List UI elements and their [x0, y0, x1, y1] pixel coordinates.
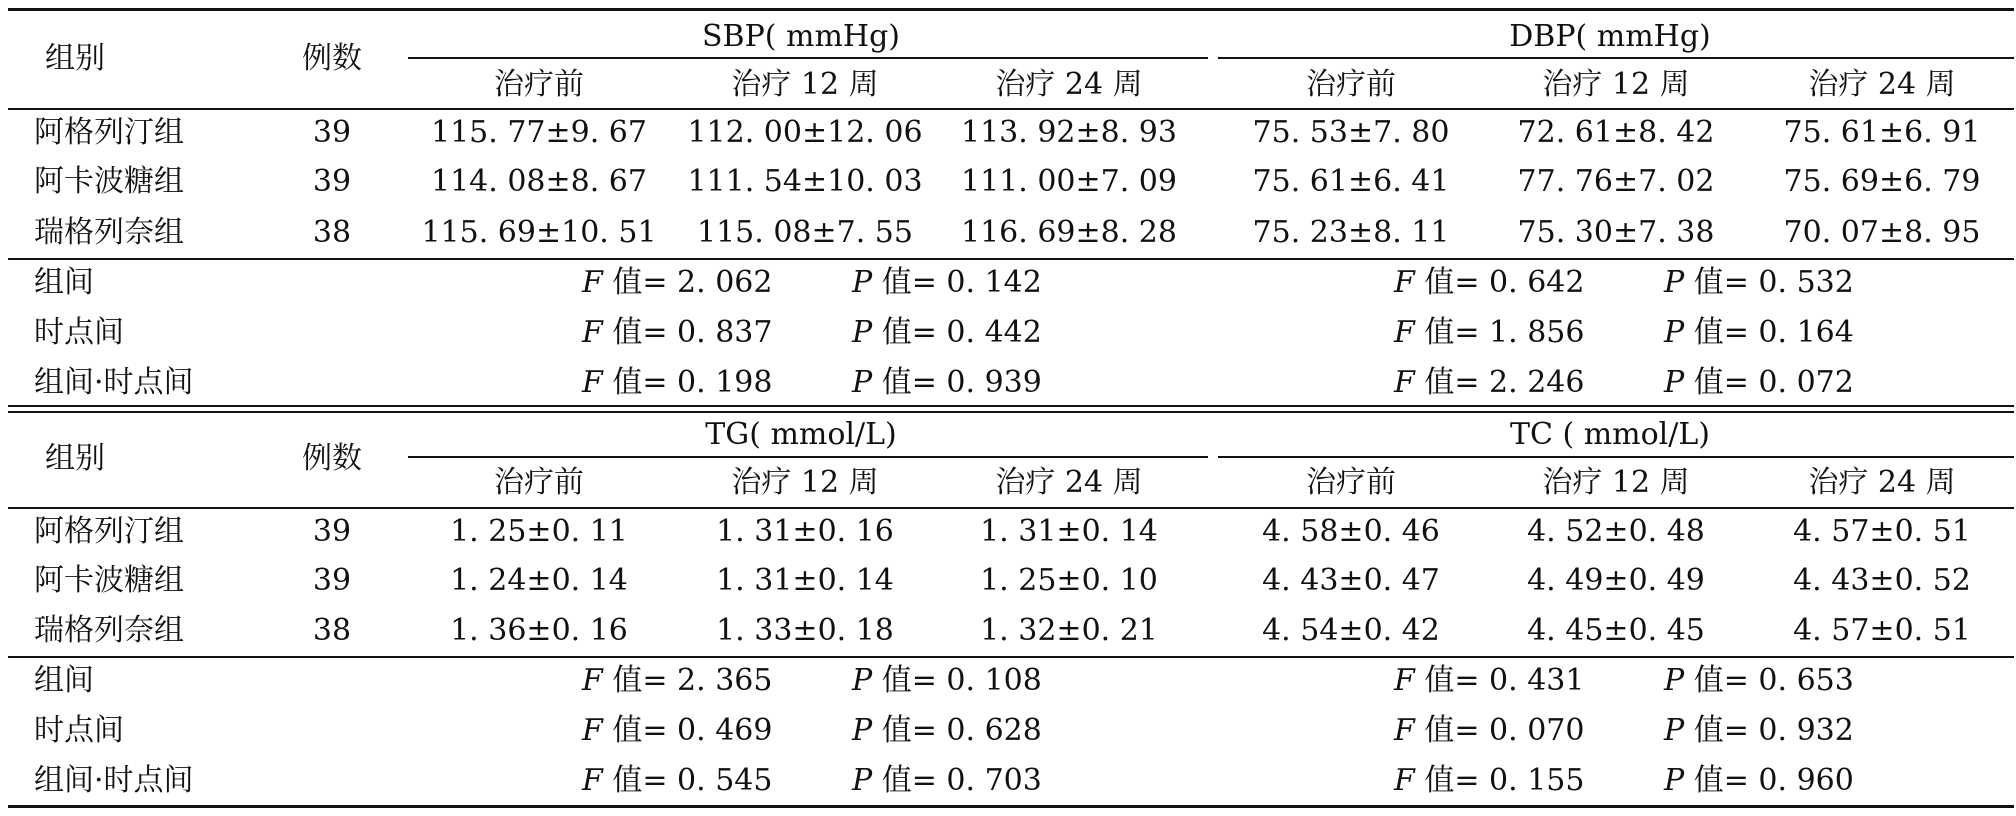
p-symbol: P	[1664, 763, 1685, 798]
value-word: 值	[612, 763, 643, 798]
f-symbol: F	[1394, 763, 1415, 798]
p-value: = 0. 703	[911, 763, 1042, 798]
dbp-span-rule	[1218, 57, 2014, 59]
timepoint-header: 治疗前	[1306, 465, 1396, 500]
cell: 111. 54±10. 03	[687, 164, 923, 199]
f-symbol: F	[582, 663, 603, 698]
f-stat	[582, 763, 773, 798]
p-value: = 0. 142	[911, 265, 1042, 300]
p-symbol: P	[852, 763, 873, 798]
f-stat	[1394, 265, 1585, 300]
p-value: = 0. 628	[911, 713, 1042, 748]
cell: 113. 92±8. 93	[961, 115, 1177, 150]
cell: 116. 69±8. 28	[961, 215, 1177, 250]
cell: 75. 30±7. 38	[1517, 215, 1715, 250]
value-word: 值	[612, 663, 643, 698]
cell: 4. 54±0. 42	[1262, 613, 1440, 648]
f-stat	[582, 663, 773, 698]
p-symbol: P	[1664, 315, 1685, 350]
timepoint-header: 治疗 24 周	[1808, 67, 1956, 102]
p-symbol: P	[1664, 713, 1685, 748]
value-word: 值	[881, 315, 912, 350]
cell: 4. 58±0. 46	[1262, 514, 1440, 549]
f-symbol: F	[1394, 663, 1415, 698]
timepoint-header: 治疗 12 周	[1542, 67, 1690, 102]
cell: 4. 52±0. 48	[1527, 514, 1705, 549]
group-name: 阿格列汀组	[34, 115, 184, 150]
value-word: 值	[1424, 265, 1455, 300]
group-name: 瑞格列奈组	[34, 215, 184, 250]
cell: 4. 43±0. 52	[1793, 563, 1971, 598]
p-stat	[852, 713, 1042, 748]
f-value: = 0. 155	[1454, 763, 1585, 798]
timepoint-header: 治疗前	[494, 465, 584, 500]
cell: 114. 08±8. 67	[431, 164, 647, 199]
sbp-span-rule	[408, 57, 1208, 59]
p-stat	[852, 315, 1042, 350]
cell: 115. 08±7. 55	[697, 215, 913, 250]
bottom-rule	[8, 805, 2014, 808]
f-symbol: F	[582, 713, 603, 748]
cell: 75. 61±6. 91	[1783, 115, 1981, 150]
value-word: 值	[1424, 663, 1455, 698]
p-symbol: P	[852, 265, 873, 300]
f-symbol: F	[582, 365, 603, 400]
p-stat	[852, 365, 1042, 400]
group-name: 阿格列汀组	[34, 514, 184, 549]
tc-header: TC ( mmol/L)	[1509, 417, 1711, 452]
timepoint-header: 治疗 24 周	[995, 465, 1143, 500]
cell: 1. 31±0. 16	[716, 514, 894, 549]
f-stat	[582, 365, 773, 400]
body-rule	[8, 258, 2014, 260]
n-value: 38	[312, 215, 352, 250]
p-symbol: P	[852, 365, 873, 400]
value-word: 值	[1693, 663, 1724, 698]
cell: 115. 77±9. 67	[431, 115, 647, 150]
timepoint-header: 治疗 12 周	[731, 67, 879, 102]
cell: 75. 53±7. 80	[1252, 115, 1450, 150]
p-symbol: P	[852, 713, 873, 748]
f-stat	[1394, 663, 1585, 698]
tg-span-rule	[408, 456, 1208, 458]
cell: 1. 32±0. 21	[980, 613, 1158, 648]
p-symbol: P	[1664, 365, 1685, 400]
value-word: 值	[1424, 365, 1455, 400]
p-value: = 0. 939	[911, 365, 1042, 400]
cell: 4. 43±0. 47	[1262, 563, 1440, 598]
sbp-header: SBP( mmHg)	[702, 19, 900, 54]
stat-label: 组间·时点间	[34, 365, 194, 400]
timepoint-header: 治疗 12 周	[1542, 465, 1690, 500]
f-stat	[582, 265, 773, 300]
f-value: = 0. 469	[642, 713, 773, 748]
f-value: = 2. 365	[642, 663, 773, 698]
cell: 75. 69±6. 79	[1783, 164, 1981, 199]
f-stat	[582, 315, 773, 350]
body-rule	[8, 656, 2014, 658]
p-value: = 0. 532	[1723, 265, 1854, 300]
value-word: 值	[612, 713, 643, 748]
value-word: 值	[1424, 763, 1455, 798]
p-symbol: P	[852, 315, 873, 350]
f-value: = 1. 856	[1454, 315, 1585, 350]
cell: 1. 31±0. 14	[980, 514, 1158, 549]
f-value: = 0. 837	[642, 315, 773, 350]
cell: 111. 00±7. 09	[961, 164, 1177, 199]
cell: 1. 33±0. 18	[716, 613, 894, 648]
timepoint-header: 治疗 12 周	[731, 465, 879, 500]
f-stat	[1394, 763, 1585, 798]
timepoint-header: 治疗前	[1306, 67, 1396, 102]
cell: 1. 25±0. 11	[450, 514, 628, 549]
header-rule	[8, 507, 2014, 509]
p-value: = 0. 164	[1723, 315, 1854, 350]
group-name: 阿卡波糖组	[34, 164, 184, 199]
f-value: = 0. 431	[1454, 663, 1585, 698]
f-symbol: F	[582, 265, 603, 300]
f-symbol: F	[1394, 265, 1415, 300]
cell: 70. 07±8. 95	[1783, 215, 1981, 250]
cell: 75. 61±6. 41	[1252, 164, 1450, 199]
f-value: = 2. 246	[1454, 365, 1585, 400]
f-value: = 2. 062	[642, 265, 773, 300]
p-symbol: P	[1664, 265, 1685, 300]
p-stat	[1664, 663, 1854, 698]
timepoint-header: 治疗前	[494, 67, 584, 102]
f-value: = 0. 198	[642, 365, 773, 400]
p-value: = 0. 108	[911, 663, 1042, 698]
value-word: 值	[881, 663, 912, 698]
cell: 4. 57±0. 51	[1793, 613, 1971, 648]
p-symbol: P	[852, 663, 873, 698]
value-word: 值	[1693, 713, 1724, 748]
value-word: 值	[612, 265, 643, 300]
group-name: 阿卡波糖组	[34, 563, 184, 598]
f-symbol: F	[1394, 713, 1415, 748]
p-stat	[852, 763, 1042, 798]
group-header: 组别	[45, 41, 105, 76]
p-value: = 0. 072	[1723, 365, 1854, 400]
panel-divider-rule	[8, 405, 2014, 407]
cell: 112. 00±12. 06	[687, 115, 923, 150]
n-value: 39	[312, 115, 352, 150]
f-stat	[582, 713, 773, 748]
value-word: 值	[1693, 315, 1724, 350]
f-stat	[1394, 365, 1585, 400]
tg-header: TG( mmol/L)	[705, 417, 897, 452]
stat-label: 时点间	[34, 315, 124, 350]
value-word: 值	[881, 763, 912, 798]
cell: 4. 49±0. 49	[1527, 563, 1705, 598]
f-symbol: F	[582, 763, 603, 798]
cell: 1. 36±0. 16	[450, 613, 628, 648]
dbp-header: DBP( mmHg)	[1509, 19, 1711, 54]
n-value: 39	[312, 164, 352, 199]
value-word: 值	[1424, 713, 1455, 748]
value-word: 值	[881, 365, 912, 400]
p-stat	[1664, 365, 1854, 400]
p-value: = 0. 442	[911, 315, 1042, 350]
panel-divider-rule	[8, 411, 2014, 413]
n-value: 39	[312, 514, 352, 549]
p-value: = 0. 932	[1723, 713, 1854, 748]
stat-label: 组间	[34, 265, 94, 300]
cell: 1. 24±0. 14	[450, 563, 628, 598]
value-word: 值	[1693, 763, 1724, 798]
timepoint-header: 治疗 24 周	[995, 67, 1143, 102]
cell: 1. 31±0. 14	[716, 563, 894, 598]
cell: 4. 45±0. 45	[1527, 613, 1705, 648]
n-header: 例数	[302, 41, 362, 76]
p-stat	[852, 265, 1042, 300]
cell: 77. 76±7. 02	[1517, 164, 1715, 199]
p-value: = 0. 960	[1723, 763, 1854, 798]
tc-span-rule	[1218, 456, 2014, 458]
p-stat	[1664, 763, 1854, 798]
cell: 1. 25±0. 10	[980, 563, 1158, 598]
p-value: = 0. 653	[1723, 663, 1854, 698]
f-value: = 0. 070	[1454, 713, 1585, 748]
header-rule	[8, 108, 2014, 110]
f-stat	[1394, 713, 1585, 748]
f-symbol: F	[582, 315, 603, 350]
f-symbol: F	[1394, 315, 1415, 350]
f-stat	[1394, 315, 1585, 350]
value-word: 值	[612, 315, 643, 350]
p-stat	[852, 663, 1042, 698]
p-stat	[1664, 265, 1854, 300]
top-rule	[8, 8, 2014, 11]
f-symbol: F	[1394, 365, 1415, 400]
value-word: 值	[1693, 265, 1724, 300]
p-stat	[1664, 713, 1854, 748]
cell: 4. 57±0. 51	[1793, 514, 1971, 549]
stat-label: 组间·时点间	[34, 763, 194, 798]
value-word: 值	[612, 365, 643, 400]
timepoint-header: 治疗 24 周	[1808, 465, 1956, 500]
n-value: 38	[312, 613, 352, 648]
stat-label: 组间	[34, 663, 94, 698]
group-name: 瑞格列奈组	[34, 613, 184, 648]
value-word: 值	[1693, 365, 1724, 400]
f-value: = 0. 642	[1454, 265, 1585, 300]
group-header: 组别	[45, 441, 105, 476]
results-table	[8, 0, 2014, 816]
n-value: 39	[312, 563, 352, 598]
cell: 72. 61±8. 42	[1517, 115, 1715, 150]
value-word: 值	[881, 713, 912, 748]
cell: 115. 69±10. 51	[421, 215, 657, 250]
value-word: 值	[881, 265, 912, 300]
value-word: 值	[1424, 315, 1455, 350]
p-stat	[1664, 315, 1854, 350]
f-value: = 0. 545	[642, 763, 773, 798]
cell: 75. 23±8. 11	[1252, 215, 1450, 250]
n-header: 例数	[302, 441, 362, 476]
stat-label: 时点间	[34, 713, 124, 748]
p-symbol: P	[1664, 663, 1685, 698]
